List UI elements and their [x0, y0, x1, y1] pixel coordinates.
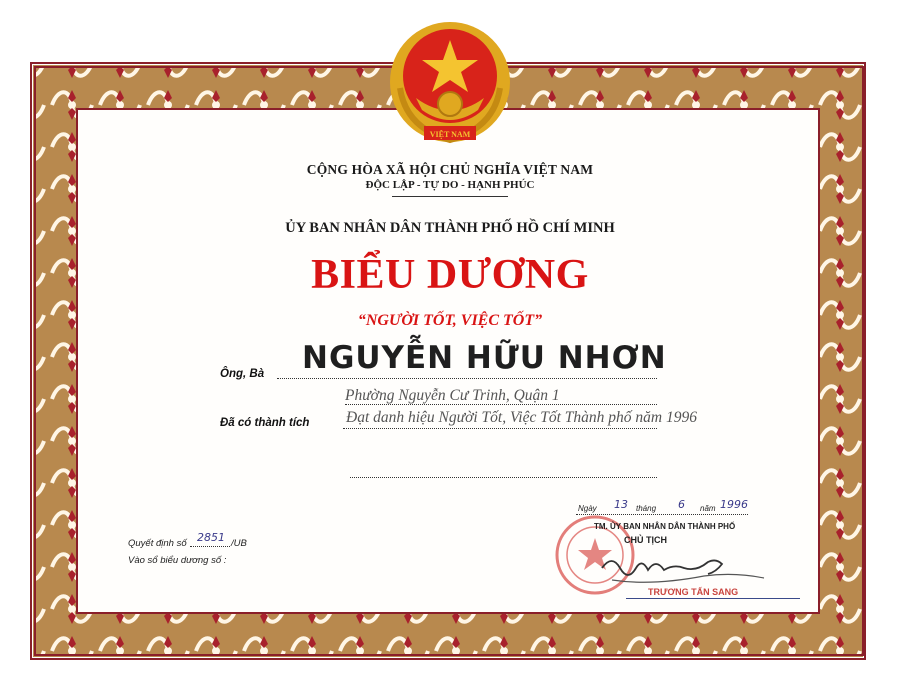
date-day: 13 — [614, 498, 628, 511]
register-label: Vào sổ biểu dương số : — [128, 555, 227, 566]
recipient-label: Ông, Bà — [220, 368, 265, 380]
certificate-title: BIỂU DƯƠNG — [311, 252, 589, 298]
decision-label: Quyết định số — [128, 538, 187, 549]
date-month-label: tháng — [636, 504, 657, 513]
recipient-address: Phường Nguyễn Cư Trinh, Quận 1 — [345, 387, 560, 404]
signatory-name: TRƯƠNG TẤN SANG — [648, 587, 739, 597]
date-month: 6 — [678, 498, 685, 511]
signatory-org: TM. ỦY BAN NHÂN DÂN THÀNH PHỐ — [594, 522, 736, 531]
signatory-role: CHỦ TỊCH — [624, 535, 667, 545]
decision-suffix: /UB — [231, 538, 247, 549]
certificate-subtitle: “NGƯỜI TỐT, VIỆC TỐT” — [357, 312, 543, 329]
motto-heading: ĐỘC LẬP - TỰ DO - HẠNH PHÚC — [365, 179, 535, 191]
date-year-label: năm — [700, 504, 716, 513]
date-year: 1996 — [720, 498, 748, 511]
achievement-label: Đã có thành tích — [220, 417, 310, 429]
svg-text:VIỆT NAM: VIỆT NAM — [429, 130, 471, 139]
recipient-name: NGUYỄN HỮU NHƠN — [302, 340, 667, 376]
signature-underline — [626, 598, 800, 599]
decision-number: 2851 — [197, 531, 225, 544]
achievement-text: Đạt danh hiệu Người Tốt, Việc Tốt Thành phố năm 1996 — [346, 409, 697, 426]
issuer-heading: ỦY BAN NHÂN DÂN THÀNH PHỐ HỒ CHÍ MINH — [285, 220, 615, 236]
date-prefix: Ngày — [578, 504, 597, 513]
republic-heading: CỘNG HÒA XÃ HỘI CHỦ NGHĨA VIỆT NAM — [306, 162, 594, 177]
